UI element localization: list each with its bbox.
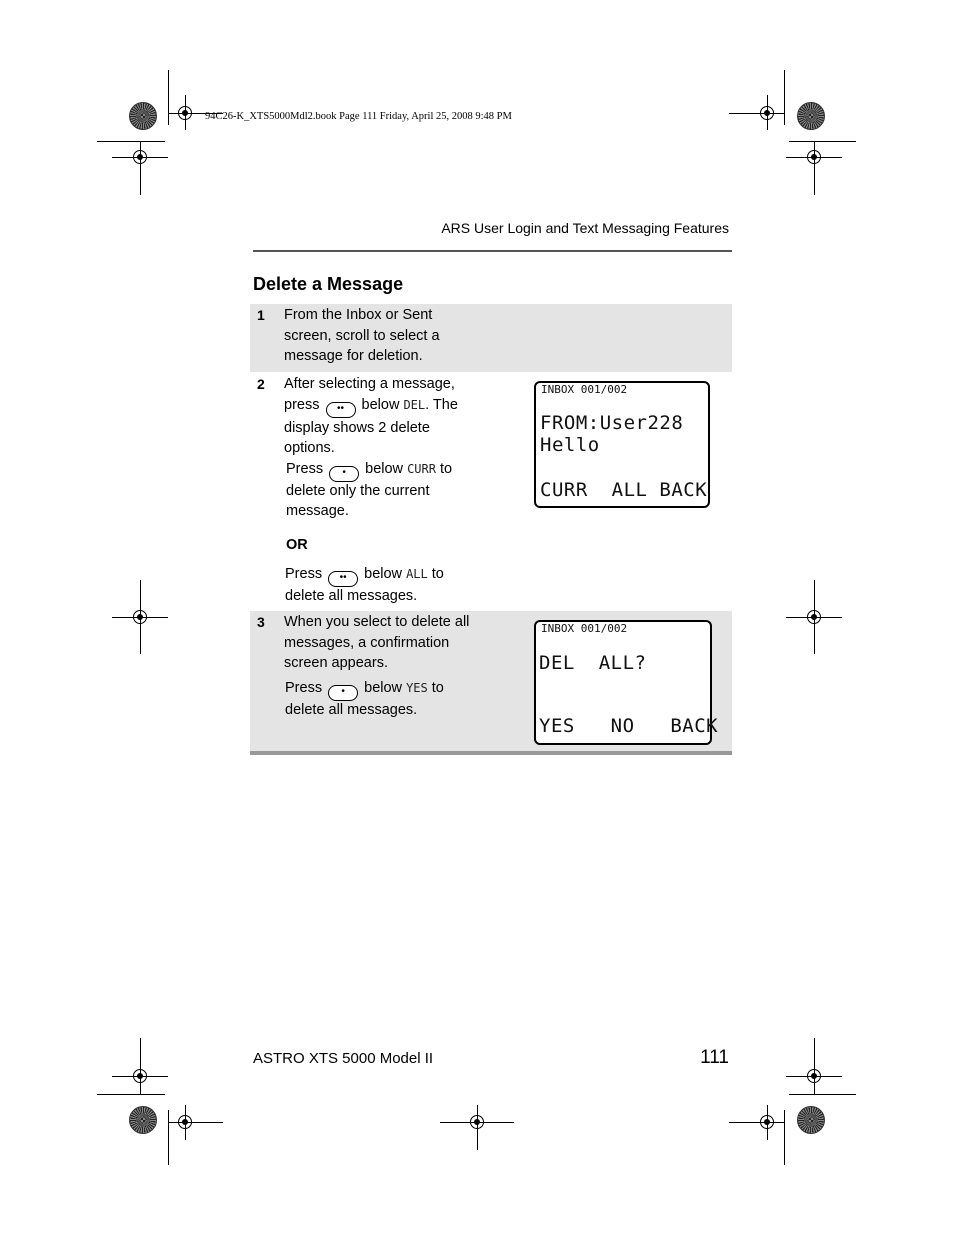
section-title: Delete a Message	[253, 274, 404, 294]
softkey-label: YES	[406, 681, 428, 695]
or-label: OR	[286, 537, 308, 553]
step-number: 1	[257, 307, 265, 323]
display-status: INBOX 001/002	[541, 383, 628, 396]
registration-target-icon	[176, 104, 194, 122]
registration-target-icon	[805, 1067, 823, 1085]
registration-starburst-icon	[797, 1106, 825, 1134]
display-softkeys: CURR ALL BACK	[540, 479, 708, 501]
registration-target-icon	[131, 1067, 149, 1085]
display-line: DEL ALL?	[539, 652, 647, 674]
registration-target-icon	[805, 148, 823, 166]
two-dot-button-icon: ••	[326, 402, 356, 418]
registration-starburst-icon	[129, 102, 157, 130]
running-header: ARS User Login and Text Messaging Features	[441, 220, 729, 236]
display-line: Hello	[540, 434, 600, 456]
display-status: INBOX 001/002	[541, 622, 628, 635]
radio-display	[534, 620, 719, 745]
radio-display	[534, 381, 710, 508]
registration-target-icon	[468, 1113, 486, 1131]
step-row-2	[250, 373, 732, 610]
registration-target-icon	[131, 148, 149, 166]
step-text: When you select to delete all messages, a confirmation screen appears.	[284, 614, 470, 671]
step-text: From the Inbox or Sent screen, scroll to select a message for deletion.	[284, 307, 440, 364]
header-rule	[253, 250, 732, 252]
registration-target-icon	[131, 608, 149, 626]
footer-product: ASTRO XTS 5000 Model II	[253, 1050, 434, 1067]
step-row-1	[250, 304, 732, 372]
step-number: 2	[257, 376, 265, 392]
step-number: 3	[257, 614, 265, 630]
page-number: 111	[700, 1047, 729, 1068]
registration-target-icon	[758, 1113, 776, 1131]
softkey-label: DEL	[403, 397, 426, 412]
option-text: Press •• below ALL to delete all messages.	[285, 566, 444, 604]
registration-target-icon	[805, 608, 823, 626]
softkey-label: ALL	[406, 567, 428, 581]
one-dot-button-icon: •	[328, 685, 358, 701]
table-bottom-rule	[250, 751, 732, 755]
registration-starburst-icon	[797, 102, 825, 130]
print-info: 94C26-K_XTS5000Mdl2.book Page 111 Friday, April 25, 2008 9:48 PM	[205, 111, 512, 122]
option-text: Press • below CURR to delete only the current message.	[286, 461, 453, 519]
registration-target-icon	[758, 104, 776, 122]
display-softkeys: YES NO BACK	[539, 715, 719, 737]
option-text: Press • below YES to delete all messages.	[285, 680, 444, 718]
step-text: After selecting a message, press •• below DEL. The display shows 2 delete options.	[284, 376, 458, 456]
display-line: FROM:User228	[540, 412, 684, 434]
registration-starburst-icon	[129, 1106, 157, 1134]
step-row-3	[250, 611, 732, 751]
two-dot-button-icon: ••	[328, 571, 358, 587]
softkey-label: CURR	[407, 462, 436, 476]
registration-target-icon	[176, 1113, 194, 1131]
one-dot-button-icon: •	[329, 466, 359, 482]
